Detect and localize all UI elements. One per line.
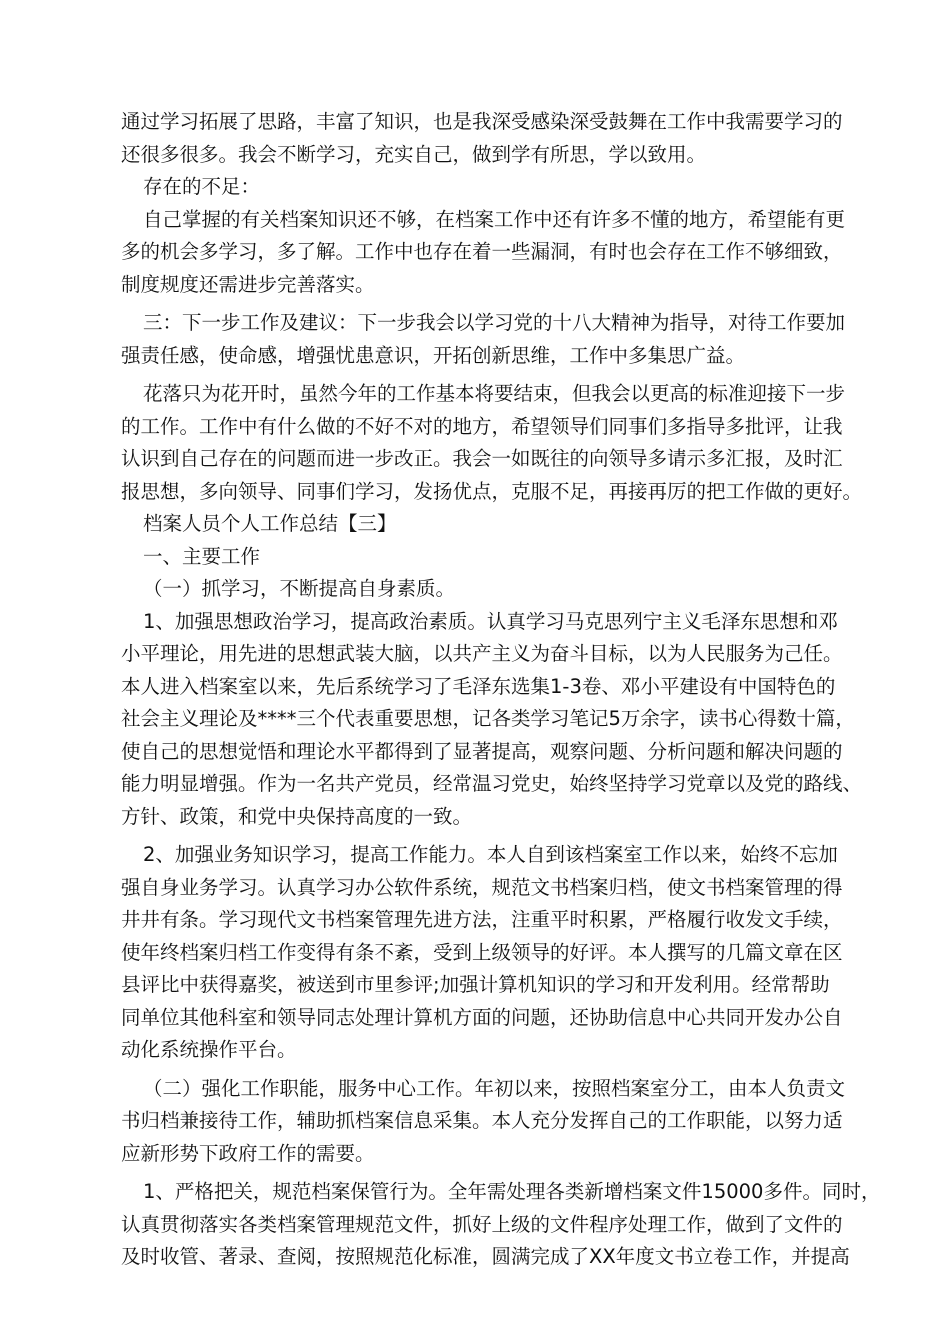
section-heading: 存在的不足： (143, 175, 261, 198)
text-line: 1、加强思想政治学习，提高政治素质。认真学习马克思列宁主义毛泽东思想和邓 (143, 609, 838, 633)
text-line: 1、严格把关，规范档案保管行为。全年需处理各类新增档案文件15000多件。同时， (143, 1180, 881, 1203)
text-line: 方针、政策，和党中央保持高度的一致。 (121, 804, 473, 828)
text-line: 使年终档案归档工作变得有条不紊，受到上级领导的好评。本人撰写的几篇文章在区 (121, 940, 843, 964)
section-heading: 一、主要工作 (143, 544, 261, 568)
text-line: 2、加强业务知识学习，提高工作能力。本人自到该档案室工作以来，始终不忘加 (143, 843, 838, 866)
text-line: （二）强化工作职能，服务中心工作。年初以来，按照档案室分工，由本人负责文 (143, 1076, 846, 1100)
text-line: 通过学习拓展了思路，丰富了知识，也是我深受感染深受鼓舞在工作中我需要学习的 (121, 110, 843, 133)
text-line: 报思想，多向领导、同事们学习，发扬优点，克服不足，再接再厉的把工作做的更好。 (121, 479, 863, 503)
text-line: 及时收管、著录、查阅，按照规范化标准，圆满完成了XX年度文书立卷工作，并提高 (121, 1245, 850, 1268)
text-line: 小平理论，用先进的思想武装大脑，以共产主义为奋斗目标，以为人民服务为己任。 (121, 642, 843, 665)
text-line: 认识到自己存在的问题而进一步改正。我会一如既往的向领导多请示多汇报，及时汇 (121, 447, 843, 470)
document-title: 档案人员个人工作总结【三】 (143, 512, 397, 535)
subsection-heading: （一）抓学习，不断提高自身素质。 (143, 577, 456, 600)
text-line: 多的机会多学习，多了解。工作中也存在着一些漏洞，有时也会存在工作不够细致， (121, 240, 843, 263)
document-body (121, 106, 881, 1274)
text-line: 制度规度还需进步完善落实。 (121, 272, 375, 296)
text-line: 自己掌握的有关档案知识还不够，在档案工作中还有许多不懂的地方，希望能有更 (143, 207, 846, 231)
text-line: 认真贯彻落实各类档案管理规范文件，抓好上级的文件程序处理工作，做到了文件的 (121, 1212, 843, 1236)
text-line: 能力明显增强。作为一名共产党员，经常温习党史，始终坚持学习党章以及党的路线、 (121, 772, 863, 795)
text-line: 三：下一步工作及建议：下一步我会以学习党的十八大精神为指导，对待工作要加 (143, 311, 846, 334)
text-line: 花落只为花开时，虽然今年的工作基本将要结束，但我会以更高的标准迎接下一步 (143, 382, 846, 405)
text-line: 强自身业务学习。认真学习办公软件系统，规范文书档案归档，使文书档案管理的得 (121, 875, 843, 899)
text-line: 社会主义理论及****三个代表重要思想，记各类学习笔记5万余字，读书心得数十篇， (121, 707, 855, 730)
text-line: 同单位其他科室和领导同志处理计算机方面的问题，还协助信息中心共同开发办公自 (121, 1005, 843, 1029)
text-line: 动化系统操作平台。 (121, 1038, 297, 1061)
text-line: 县评比中获得嘉奖，被送到市里参评;加强计算机知识的学习和开发利用。经常帮助 (121, 973, 830, 996)
text-line: 本人进入档案室以来，先后系统学习了毛泽东选集1-3卷、邓小平建设有中国特色的 (121, 674, 836, 698)
text-line: 井井有条。学习现代文书档案管理先进方法，注重平时积累，严格履行收发文手续， (121, 908, 843, 931)
text-line: 强责任感，使命感，增强忧患意识，开拓创新思维，工作中多集思广益。 (121, 343, 746, 367)
text-line: 应新形势下政府工作的需要。 (121, 1141, 375, 1165)
text-line: 的工作。工作中有什么做的不好不对的地方，希望领导们同事们多指导多批评，让我 (121, 414, 843, 438)
text-line: 书归档兼接待工作，辅助抓档案信息采集。本人充分发挥自己的工作职能，以努力适 (121, 1109, 843, 1132)
text-line: 使自己的思想觉悟和理论水平都得到了显著提高，观察问题、分析问题和解决问题的 (121, 739, 843, 763)
text-line: 还很多很多。我会不断学习，充实自己，做到学有所思，学以致用。 (121, 142, 707, 166)
